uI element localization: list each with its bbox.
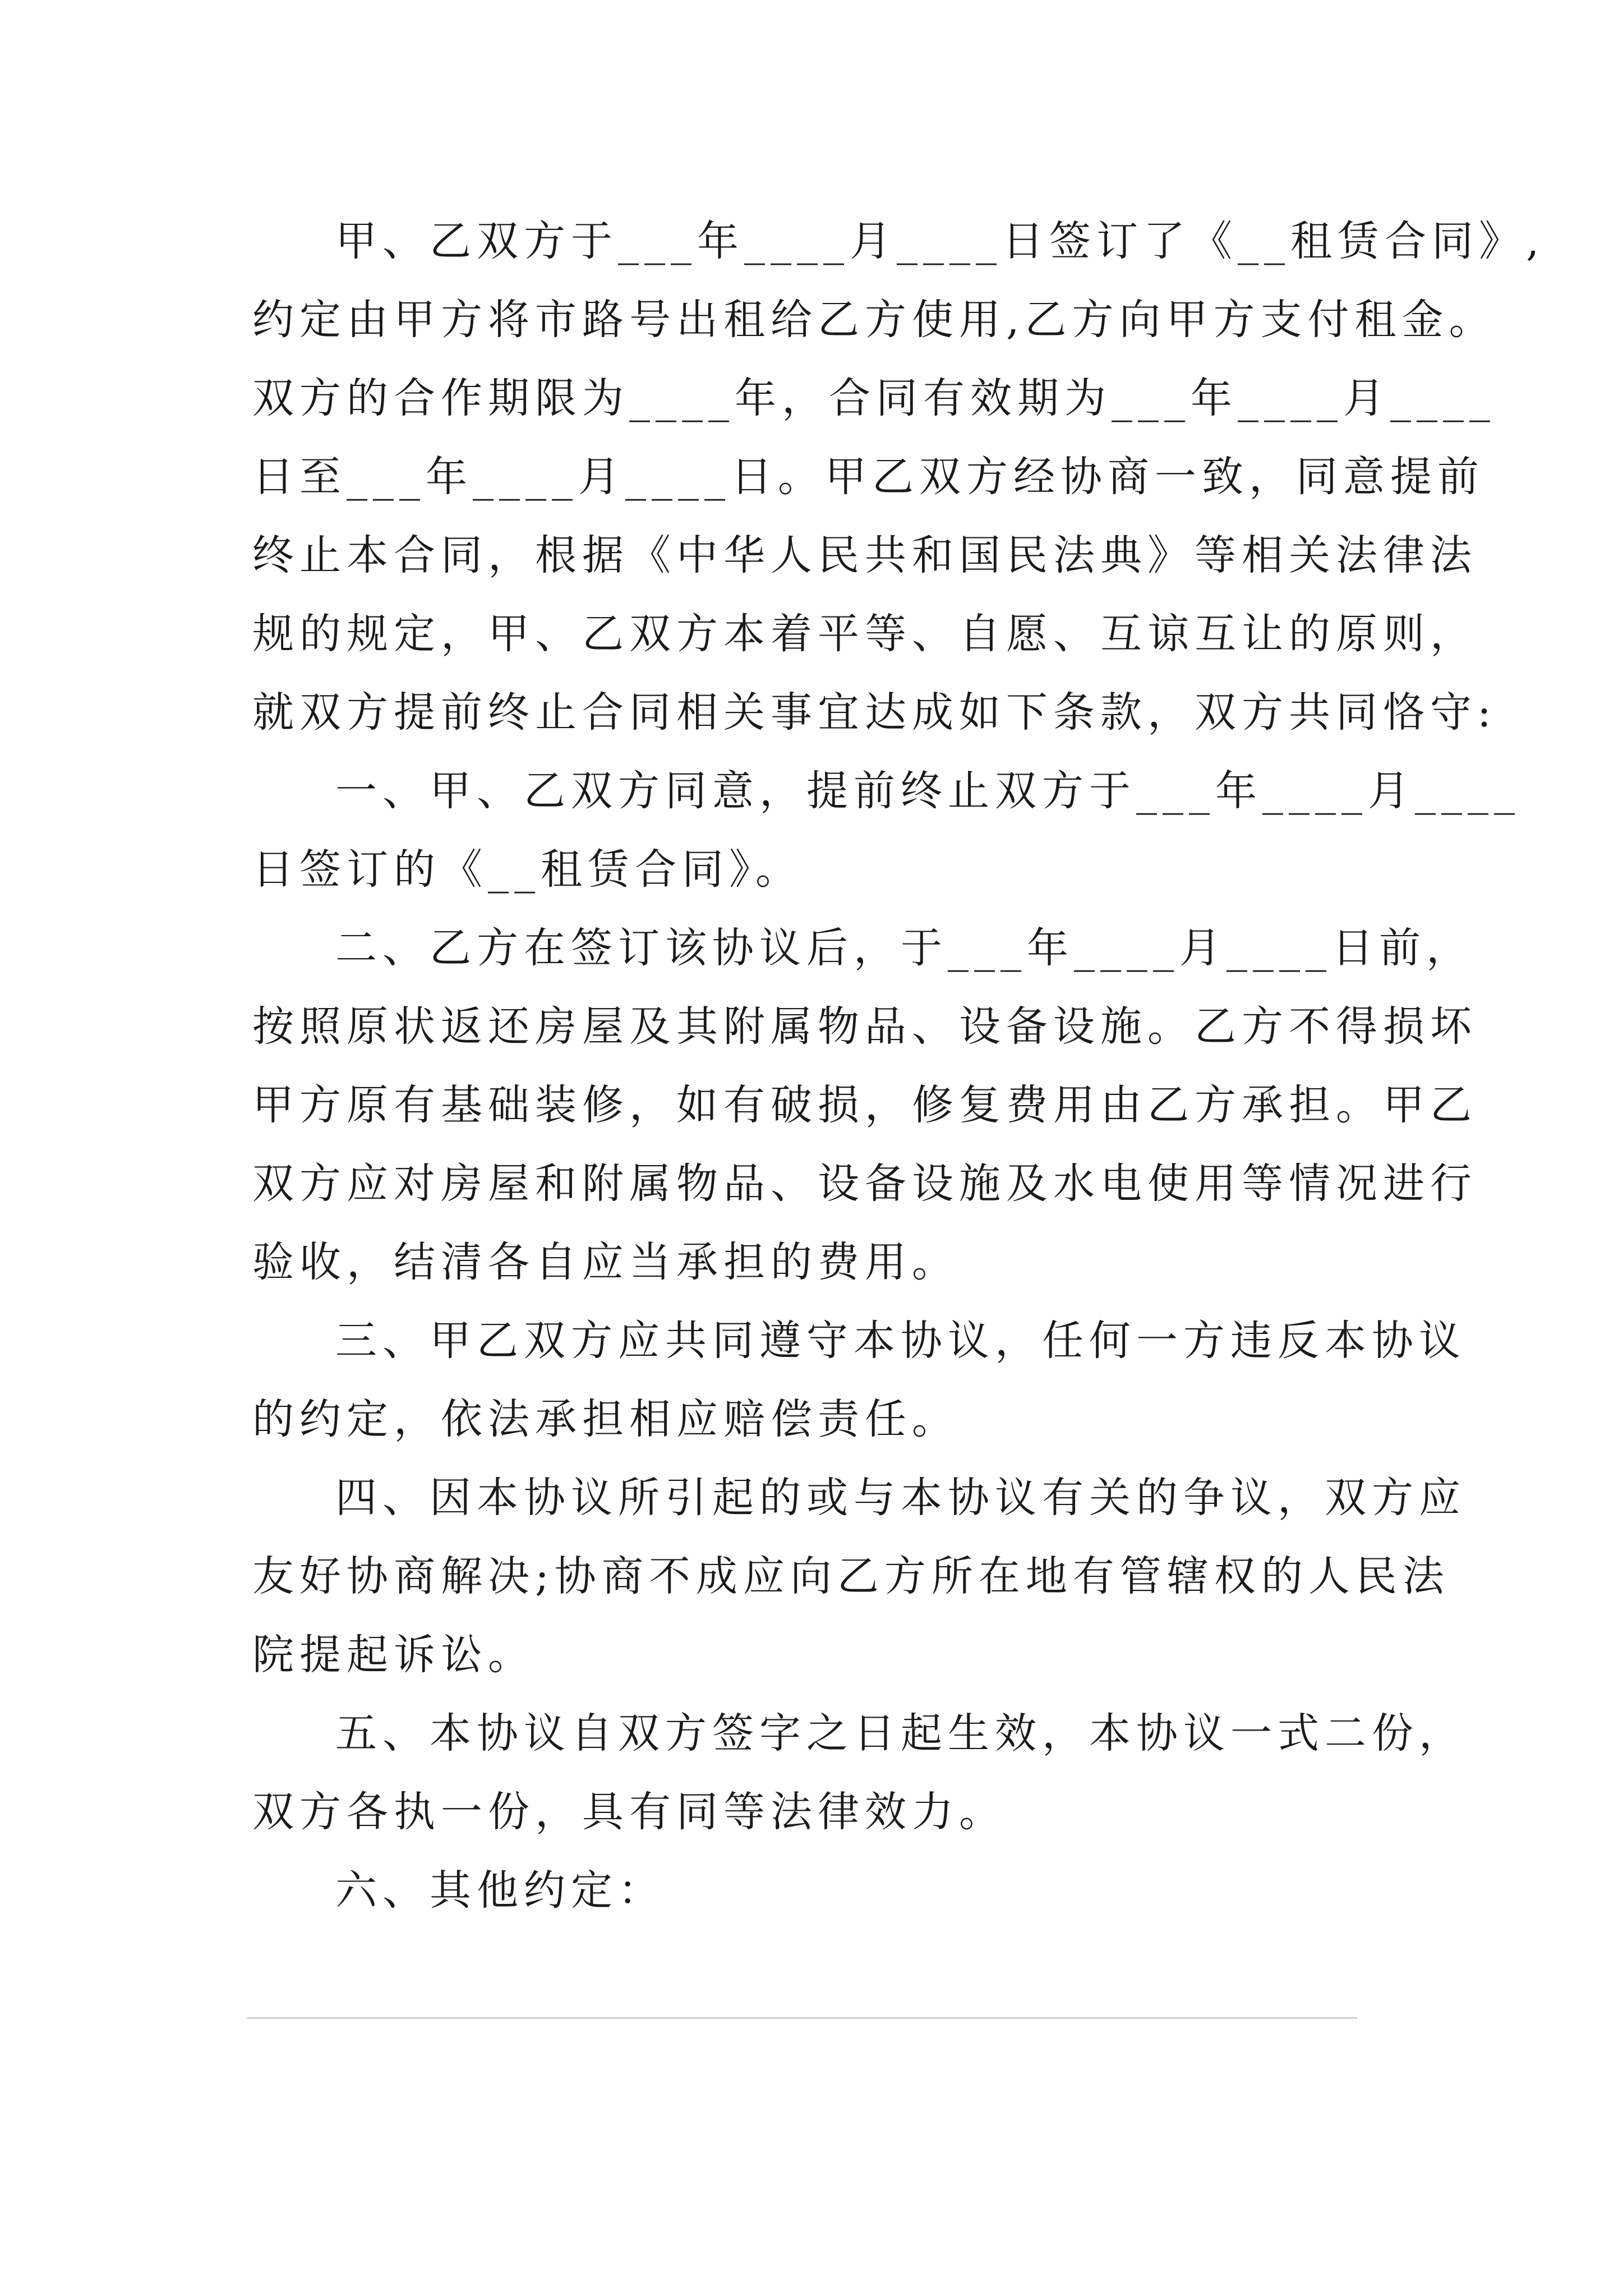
text-line: 甲方原有基础装修，如有破损，修复费用由乙方承担。甲乙 (252, 1081, 1477, 1129)
text-line: 约定由甲方将市路号出租给乙方使用,乙方向甲方支付租金。 (252, 296, 1496, 344)
clause-6: 六、其他约定： (335, 1866, 665, 1915)
text-line: 规的规定，甲、乙双方本着平等、自愿、互谅互让的原则， (252, 610, 1477, 658)
text-line: 终止本合同，根据《中华人民共和国民法典》等相关法律法 (252, 531, 1477, 579)
text-line: 院提起诉讼。 (252, 1631, 535, 1679)
clause-3: 三、甲乙双方应共同遵守本协议，任何一方违反本协议 (335, 1317, 1466, 1365)
clause-4: 四、因本协议所引起的或与本协议有关的争议，双方应 (335, 1474, 1466, 1522)
text-line: 日至___年____月____日。甲乙双方经协商一致，同意提前 (252, 453, 1484, 501)
clause-5: 五、本协议自双方签字之日起生效，本协议一式二份， (335, 1709, 1466, 1757)
text-line: 按照原状返还房屋及其附属物品、设备设施。乙方不得损坏 (252, 1002, 1477, 1051)
text-line: 的约定，依法承担相应赔偿责任。 (252, 1395, 959, 1443)
text-line: 双方应对房屋和附属物品、设备设施及水电使用等情况进行 (252, 1159, 1477, 1208)
clause-2: 二、乙方在签订该协议后，于___年____月____日前， (335, 924, 1473, 972)
clause-1: 一、甲、乙双方同意，提前终止双方于___年____月____ (335, 767, 1520, 815)
text-line: 就双方提前终止合同相关事宜达成如下条款，双方共同恪守: (252, 688, 1497, 737)
text-line: 甲、乙双方于___年____月____日签订了《__租赁合同》, (335, 217, 1545, 265)
text-line: 验收，结清各自应当承担的费用。 (252, 1238, 959, 1286)
text-line: 双方各执一份，具有同等法律效力。 (252, 1788, 1006, 1836)
text-line: 日签订的《__租赁合同》。 (252, 845, 803, 894)
text-line: 双方的合作期限为____年，合同有效期为___年____月____ (252, 374, 1496, 422)
text-line: 友好协商解决;协商不成应向乙方所在地有管辖权的人民法 (252, 1552, 1450, 1600)
footer-divider (247, 2017, 1357, 2019)
